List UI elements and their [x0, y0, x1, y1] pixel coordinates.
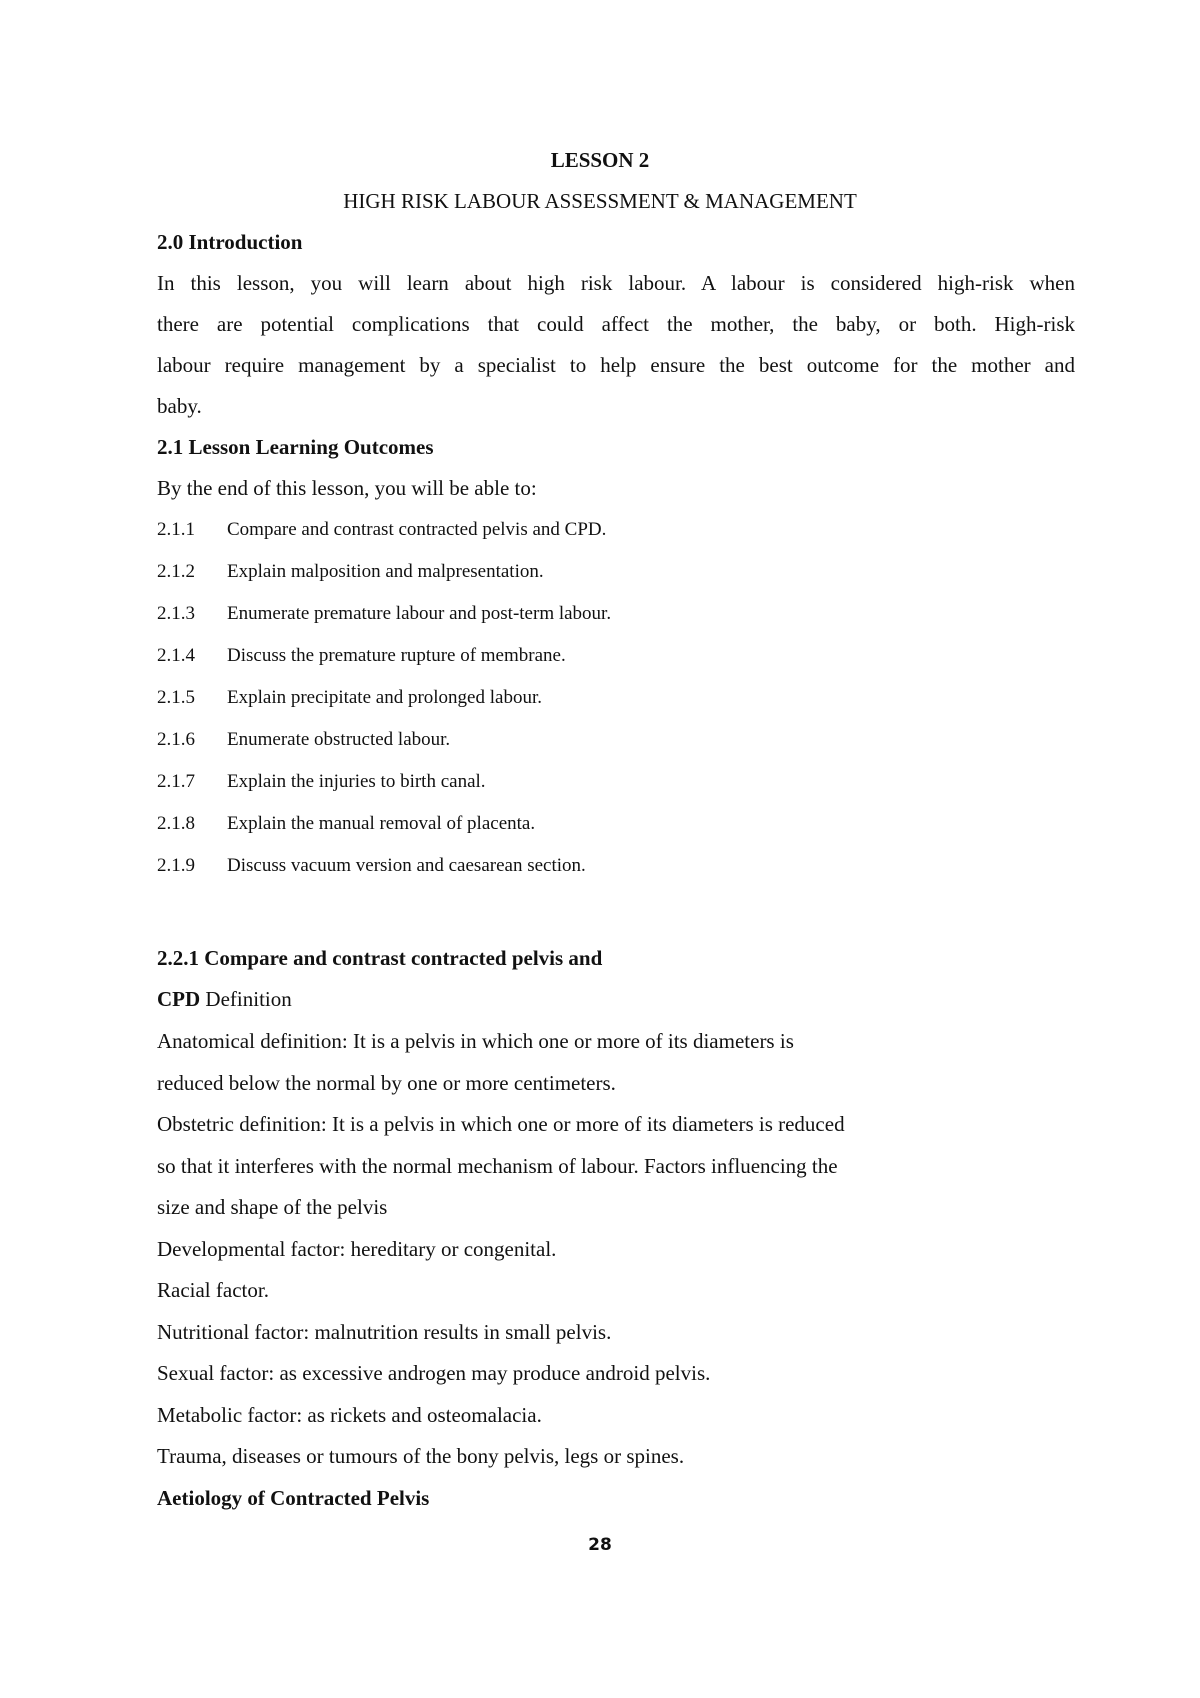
outcome-number: 2.1.2: [157, 561, 195, 582]
intro-line: In this lesson, you will learn about high risk labour. A labour is considered high-risk when: [157, 271, 1075, 295]
section-heading-cpd: CPD: [157, 987, 201, 1011]
outcome-item: [157, 810, 535, 838]
outcome-item: [157, 684, 542, 712]
body-line: Nutritional factor: malnutrition results in small pelvis.: [157, 1320, 612, 1344]
body-line: size and shape of the pelvis: [157, 1195, 388, 1219]
body-line: Trauma, diseases or tumours of the bony pelvis, legs or spines.: [157, 1444, 685, 1468]
outcome-item: [157, 600, 611, 628]
body-line: Obstetric definition: It is a pelvis in which one or more of its diameters is reduced: [157, 1112, 845, 1136]
outcome-item: [157, 726, 450, 754]
intro-line: labour require management by a specialist to help ensure the best outcome for the mother and: [157, 353, 1075, 377]
outcomes-lead: By the end of this lesson, you will be able to:: [157, 476, 537, 500]
outcome-number: 2.1.4: [157, 645, 195, 666]
section-heading: 2.2.1 Compare and contrast contracted pelvis and: [157, 946, 603, 970]
outcome-number: 2.1.7: [157, 771, 195, 792]
outcome-text: Discuss the premature rupture of membrane.: [227, 645, 566, 666]
outcome-text: Enumerate premature labour and post-term labour.: [227, 603, 612, 624]
outcome-number: 2.1.5: [157, 687, 195, 708]
body-line: reduced below the normal by one or more centimeters.: [157, 1071, 616, 1095]
outcome-item: [157, 558, 544, 586]
body-line: Racial factor.: [157, 1278, 269, 1302]
outcome-number: 2.1.1: [157, 519, 195, 540]
outcome-item: [157, 642, 566, 670]
intro-heading: 2.0 Introduction: [157, 230, 303, 254]
body-line: Anatomical definition: It is a pelvis in which one or more of its diameters is: [157, 1029, 794, 1053]
intro-line: baby.: [157, 394, 202, 418]
intro-line: there are potential complications that could affect the mother, the baby, or both. High-risk: [157, 312, 1075, 336]
outcome-number: 2.1.9: [157, 855, 195, 876]
definition-label: Definition: [200, 987, 292, 1011]
outcome-text: Enumerate obstructed labour.: [227, 729, 451, 750]
page-number: 28: [588, 1535, 612, 1555]
body-line: Sexual factor: as excessive androgen may produce android pelvis.: [157, 1361, 711, 1385]
body-line: so that it interferes with the normal mechanism of labour. Factors influencing the: [157, 1154, 838, 1178]
outcome-number: 2.1.3: [157, 603, 195, 624]
outcomes-heading: 2.1 Lesson Learning Outcomes: [157, 435, 434, 459]
section-heading-continued: [157, 985, 292, 1013]
body-line: Metabolic factor: as rickets and osteomalacia.: [157, 1403, 542, 1427]
outcome-text: Explain the injuries to birth canal.: [227, 771, 486, 792]
aetiology-heading: Aetiology of Contracted Pelvis: [157, 1486, 430, 1510]
outcome-text: Explain malposition and malpresentation.: [227, 561, 544, 582]
outcome-text: Explain the manual removal of placenta.: [227, 813, 536, 834]
outcome-text: Compare and contrast contracted pelvis and CPD.: [227, 519, 607, 540]
outcome-text: Explain precipitate and prolonged labour.: [227, 687, 542, 708]
lesson-number: LESSON 2: [550, 148, 650, 172]
outcome-item: [157, 852, 586, 880]
outcome-text: Discuss vacuum version and caesarean section.: [227, 855, 586, 876]
lesson-title: HIGH RISK LABOUR ASSESSMENT & MANAGEMENT: [343, 189, 857, 213]
outcome-item: [157, 516, 606, 544]
outcome-item: [157, 768, 486, 796]
body-line: Developmental factor: hereditary or congenital.: [157, 1237, 557, 1261]
outcome-number: 2.1.6: [157, 729, 195, 750]
outcome-number: 2.1.8: [157, 813, 195, 834]
